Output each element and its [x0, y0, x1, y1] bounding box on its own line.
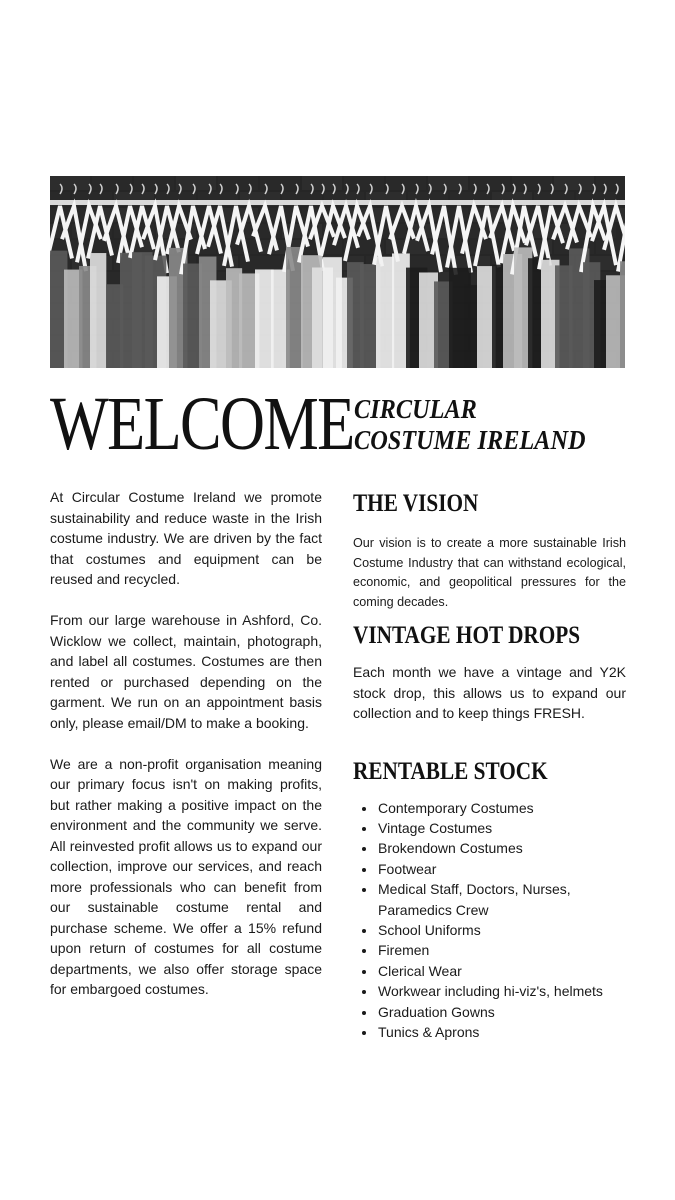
- drops-text: Each month we have a vintage and Y2K stock drop, this allows us to expand our collection and to keep things FRESH.: [353, 664, 626, 721]
- vision-heading: THE VISION: [353, 490, 479, 517]
- stock-item: • Brokendown Costumes: [377, 838, 626, 858]
- stock-list: [353, 798, 626, 1043]
- clothing-rack-photo: [50, 176, 625, 368]
- stock-item: • Workwear including hi-viz's, helmets: [377, 981, 626, 1001]
- drops-heading: VINTAGE HOT DROPS: [353, 622, 581, 649]
- stock-heading: RENTABLE STOCK: [353, 757, 548, 785]
- stock-item: • Medical Staff, Doctors, Nurses, Paramedics Crew: [377, 879, 626, 920]
- vision-text: Our vision is to create a more sustainable Irish Costume Industry that can withstand ecological, economic, and geopolitical pressures for the coming decades.: [353, 536, 626, 609]
- info-column: [353, 490, 626, 1042]
- stock-item: • School Uniforms: [377, 920, 626, 940]
- welcome-heading: WELCOME: [50, 382, 354, 466]
- brand-title: [354, 394, 606, 456]
- stock-item: • Firemen: [377, 940, 626, 960]
- stock-item: • Vintage Costumes: [377, 818, 626, 838]
- stock-item: • Tunics & Aprons: [377, 1022, 626, 1042]
- stock-item: • Footwear: [377, 859, 626, 879]
- brand-title-line1: CIRCULAR: [354, 394, 477, 424]
- about-paragraph-3: We are a non-profit organisation meaning our primary focus isn't on making profits, but rather making a positive impact on the environment and the community we serve. All reinvested profit allows us to expand our collection, improve our services, and reach more professionals who can benefit from our sustainable costume rental and purchase scheme. We offer a 15% refund upon return of costumes for all costume departments, we also offer storage space for embargoed costumes.: [50, 755, 322, 997]
- brand-title-line2: COSTUME IRELAND: [354, 425, 586, 455]
- about-column: [50, 487, 322, 1020]
- about-paragraph-1: At Circular Costume Ireland we promote sustainability and reduce waste in the Irish costume industry. We are driven by the fact that costumes and equipment can be reused and recycled.: [50, 489, 322, 587]
- clothing-rack-illustration: [50, 176, 625, 368]
- stock-item: • Contemporary Costumes: [377, 798, 626, 818]
- about-paragraph-2: From our large warehouse in Ashford, Co. Wicklow we collect, maintain, photograph, and label all costumes. Costumes are then rented or purchased depending on the garment. We run on an appointment basis only, please email/DM to make a booking.: [50, 612, 322, 731]
- stock-item: • Graduation Gowns: [377, 1002, 626, 1022]
- stock-item: • Clerical Wear: [377, 961, 626, 981]
- clothing-rail: [50, 200, 625, 205]
